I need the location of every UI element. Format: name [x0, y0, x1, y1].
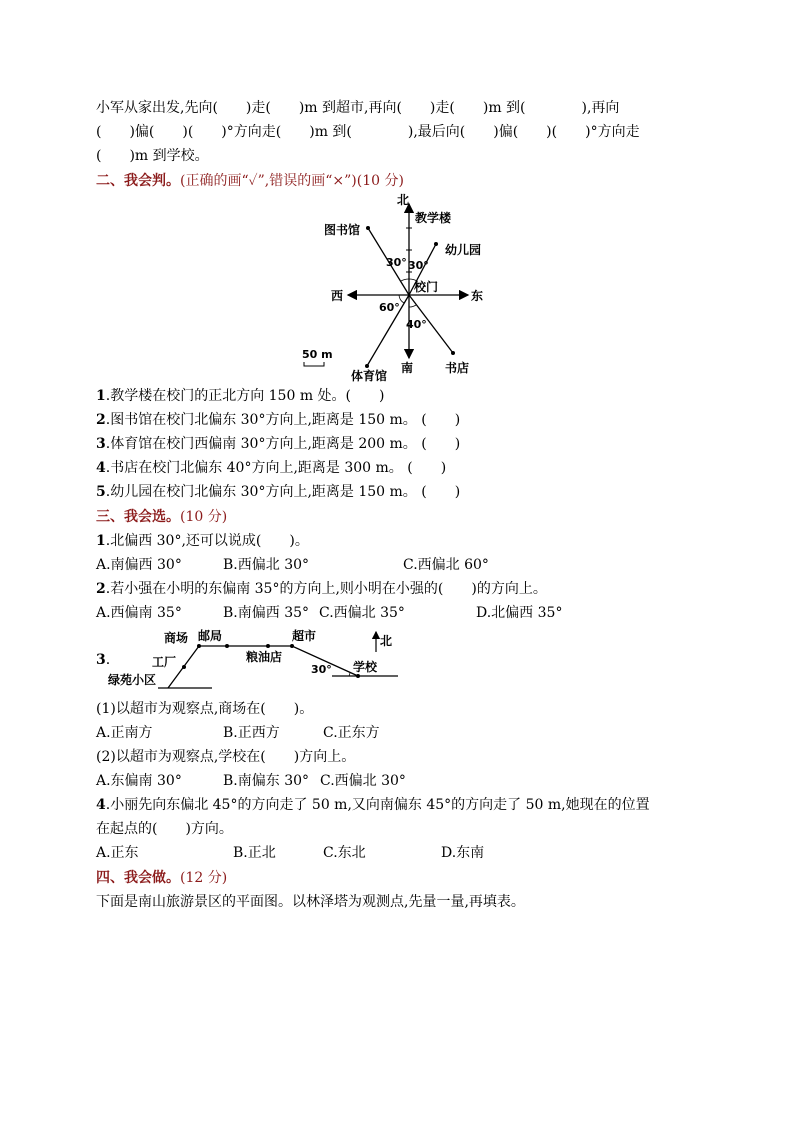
choice-q3-sub1-option-c: C.正东方	[323, 725, 380, 741]
scale-label: 50 m	[302, 348, 333, 361]
grain-store-label: 粮油店	[246, 650, 283, 664]
choice-q3-sub1-option-b: B.正西方	[223, 725, 280, 741]
school-gate-label: 校门	[414, 280, 439, 294]
judge-item-2: 2.图书馆在校门北偏东 30°方向上,距离是 150 m。 ( )	[96, 412, 461, 428]
choice-q2-option-a: A.西偏南 35°	[96, 605, 182, 621]
post-office-label: 邮局	[198, 629, 223, 643]
intro-line-2: ( )偏( )( )°方向走( )m 到( ),最后向( )偏( )( )°方向走	[96, 124, 640, 140]
angle-gym-label: 60°	[379, 301, 400, 314]
section4-title: 四、我会做。	[96, 870, 180, 886]
kindergarten-label: 幼儿园	[445, 243, 482, 257]
choice-q2-option-b: B.南偏西 35°	[223, 605, 310, 621]
map-angle-label: 30°	[311, 663, 332, 676]
choice-q4-option-c: C.东北	[323, 845, 366, 861]
green-garden-label: 绿苑小区	[108, 673, 157, 687]
section3-title: 三、我会选。	[96, 509, 180, 525]
school-label: 学校	[353, 660, 378, 674]
factory-label: 工厂	[152, 655, 177, 669]
section3-note: (10 分)	[180, 509, 228, 525]
judge-item-4: 4.书店在校门北偏东 40°方向上,距离是 300 m。 ( )	[96, 460, 447, 476]
choice-q1-option-b: B.西偏北 30°	[223, 557, 310, 573]
gym-label: 体育馆	[351, 369, 388, 382]
choice-q2-option-c: C.西偏北 35°	[319, 605, 405, 621]
choice-q3-sub2-option-c: C.西偏北 30°	[320, 773, 406, 789]
section4-instruction: 下面是南山旅游景区的平面图。以林泽塔为观测点,先量一量,再填表。	[96, 894, 525, 910]
angle-bookstore-label: 40°	[406, 318, 427, 331]
choice-q3-sub2-option-b: B.南偏东 30°	[223, 773, 310, 789]
map-north-label: 北	[380, 634, 393, 648]
section2-title: 二、我会判。	[96, 173, 180, 189]
east-label: 东	[471, 289, 484, 303]
choice-q1: 1.北偏西 30°,还可以说成( )。	[96, 533, 309, 549]
judge-item-5: 5.幼儿园在校门北偏东 30°方向上,距离是 150 m。 ( )	[96, 484, 461, 500]
bookstore-label: 书店	[445, 361, 470, 375]
library-label: 图书馆	[324, 223, 361, 237]
choice-q3-sub2: (2)以超市为观察点,学校在( )方向上。	[96, 749, 356, 765]
choice-q3-sub1-option-a: A.正南方	[96, 725, 153, 741]
north-label: 北	[397, 193, 410, 207]
choice-q3-num: 3.	[96, 652, 111, 668]
section2-heading	[96, 171, 404, 191]
intro-line-1: 小军从家出发,先向( )走( )m 到超市,再向( )走( )m 到( ),再向	[96, 100, 620, 116]
choice-q3-sub2-option-a: A.东偏南 30°	[96, 773, 182, 789]
compass-diagram	[300, 190, 520, 382]
mall-label: 商场	[164, 631, 189, 645]
angle-kindergarten-label: 30°	[408, 259, 429, 272]
choice-q4-option-a: A.正东	[96, 845, 139, 861]
intro-line-3: ( )m 到学校。	[96, 148, 209, 164]
choice-q4-option-b: B.正北	[233, 845, 276, 861]
supermarket-label: 超市	[292, 629, 317, 643]
section4-note: (12 分)	[180, 870, 228, 886]
scale-bar	[304, 362, 324, 366]
west-label: 西	[331, 289, 344, 303]
choice-q1-option-a: A.南偏西 30°	[96, 557, 182, 573]
route-map	[108, 626, 408, 692]
section2-note: (正确的画“✓”,错误的画“×”)(10 分)	[180, 173, 404, 189]
choice-q1-option-c: C.西偏北 60°	[403, 557, 489, 573]
judge-item-3: 3.体育馆在校门西偏南 30°方向上,距离是 200 m。 ( )	[96, 436, 461, 452]
south-label: 南	[401, 361, 414, 375]
choice-q3-sub1: (1)以超市为观察点,商场在( )。	[96, 701, 314, 717]
choice-q4-option-d: D.东南	[441, 845, 485, 861]
section3-heading	[96, 507, 227, 527]
choice-q2: 2.若小强在小明的东偏南 35°的方向上,则小明在小强的( )的方向上。	[96, 581, 547, 597]
teaching-building-label: 教学楼	[415, 211, 452, 225]
choice-q4-line-2: 在起点的( )方向。	[96, 821, 233, 837]
angle-library-label: 30°	[386, 256, 407, 269]
choice-q4-line-1: 4.小丽先向东偏北 45°的方向走了 50 m,又向南偏东 45°的方向走了 50 m,她现在的位置	[96, 797, 650, 813]
choice-q2-option-d: D.北偏西 35°	[476, 605, 563, 621]
section4-heading	[96, 868, 227, 888]
judge-item-1: 1.教学楼在校门的正北方向 150 m 处。( )	[96, 388, 385, 404]
